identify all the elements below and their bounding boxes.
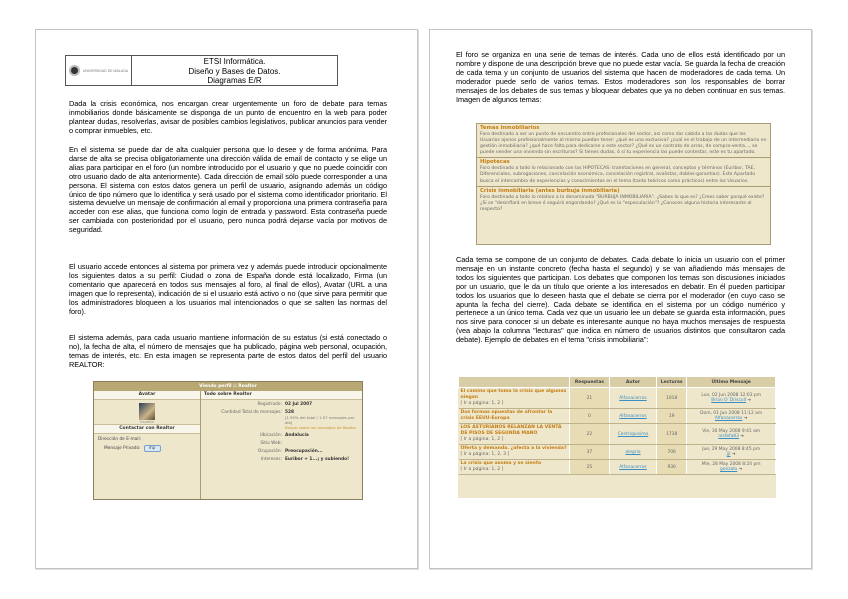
go-to-post-icon[interactable]: ➜: [746, 398, 752, 403]
profile-row: [201, 410, 362, 431]
author-cell: [609, 445, 656, 460]
document-page-2: [429, 29, 812, 569]
profile-field-label: Ocupación:: [257, 449, 282, 454]
theme-description: Foro destinado a todo lo relacionado con las HIPOTECAS: tramitaciones en general, conceptos y términos (Euribor, TAE, Diferenciales, subrogaciones, cancelación económica, cancelación registral, avalistas, dobles-garantías). Este Apartado busca el intercambio de experiencias y conocimientos en el tema (tanto teóricos como prácticos) entre los Usuarios.: [480, 166, 756, 184]
last-message-date: Mie, 28 May 2008 8:24 pm: [701, 462, 761, 467]
pm-label: Mensaje Privado:: [104, 446, 141, 451]
last-user-link[interactable]: gonzalo: [720, 467, 738, 472]
last-message-date: Lun, 02 Jun 2008 12:03 pm: [701, 393, 761, 398]
page-links[interactable]: [ Ir a página: 1, 2 ]: [460, 401, 504, 406]
debate-title-link[interactable]: Dos formas opuestas de afrontar la crisis EEUU-Europa: [460, 410, 553, 421]
header-line: ETSI Informática.: [203, 57, 266, 66]
debate-title-cell: [459, 460, 570, 475]
logo-text: UNIVERSIDAD DE MÁLAGA: [82, 68, 129, 73]
profile-field-label: Cantidad Total de mensajes:: [221, 410, 282, 415]
table-row: [459, 409, 776, 424]
avatar-header: Avatar: [94, 391, 200, 400]
last-message-cell: [687, 445, 776, 460]
column-header[interactable]: [459, 377, 570, 388]
reads-cell: 1018: [657, 388, 687, 409]
profile-field-label: Sitio Web:: [260, 441, 282, 446]
last-message-date: Vie, 30 May 2008 9:41 am: [702, 429, 761, 434]
last-user-link[interactable]: nistefa83: [718, 434, 739, 439]
last-user-link[interactable]: Brian O´Driscoll: [711, 398, 747, 403]
profile-row: [201, 441, 362, 447]
author-link[interactable]: alegria: [625, 449, 641, 455]
column-header[interactable]: Último Mensaje: [687, 377, 776, 388]
go-to-post-icon[interactable]: ➜: [737, 467, 743, 472]
profile-row: [201, 402, 362, 408]
paragraph: El foro se organiza en una serie de temas de interés. Cada uno de ellos está identificado por un nombre y dispone de una descripción breve que no puede estar vacía. Se guarda la fecha de creación de cada tema y un conjunto de usuarios del sistema que hacen de moderadores de cada tema. Un moderador puede serlo de varios temas. Estos moderadores son los responsables de borrar mensajes de los debates de sus temas y bloquear debates que ya no deben continuar en sus temas. Imagen de algunos temas:: [456, 50, 785, 104]
debate-title-link[interactable]: El camino que toma la crisis que algunos niegan: [460, 389, 567, 400]
author-link[interactable]: Alfanacerros: [619, 395, 647, 401]
document-page-1: [35, 29, 418, 569]
contact-header: Contactar con Realtor: [94, 424, 200, 434]
profile-row: [201, 433, 362, 439]
reads-cell: 930: [657, 460, 687, 475]
profile-field-label: Intereses:: [260, 457, 282, 462]
debate-title-link[interactable]: La crisis que asoma y se sienta: [460, 461, 542, 466]
theme-description: Foro destinado a ser un punto de encuentro entre profesionales del sector, así como dar cabida a las dudas que los Usuarios ajenos profesionalmente al mismo puedan tener: ¿qué es una exclusiva? ¿cual es el trabajo de un intermediario en gestión inmobiliaria? ¿qué hace falta para dedicarse a este sector? ¿Qué es un contrato de arras, de compra-venta..., se puede vender una vivienda sin escrituras? Si tienes dudas, ó si tu experiencia las puede contestar, este es tu apartado.: [480, 132, 767, 156]
column-header[interactable]: Respuestas: [569, 377, 609, 388]
last-message-user: [689, 398, 773, 403]
go-to-post-icon[interactable]: ➜: [730, 452, 736, 457]
replies-cell: 21: [569, 388, 609, 409]
university-logo: [66, 56, 132, 85]
profile-field-value: [285, 441, 362, 447]
go-to-post-icon[interactable]: ➜: [738, 434, 744, 439]
author-cell: [609, 409, 656, 424]
paragraph: El usuario accede entonces al sistema por primera vez y además puede introducir opcionalmente los siguientes datos a su perfil: Ciudad o zona de España donde está localizado, Firma (un comentario que aparecerá en todos sus mensajes al foro, al final de ellos), Avatar (URL a una imagen que lo representa), indicación de si el usuario está activo o no (que sirve para permitir que los administradores bloqueen a los usuarios mal intencionados o que se salten las normas del foro).: [69, 262, 387, 316]
reads-cell: 1738: [657, 424, 687, 445]
last-message-cell: [687, 460, 776, 475]
profile-title: Viendo perfil :: Realtor: [94, 382, 362, 391]
reads-cell: 706: [657, 445, 687, 460]
about-header: Todo sobre Realtor: [201, 391, 362, 400]
paragraph: Cada tema se compone de un conjunto de debates. Cada debate lo inicia un usuario con el primer mensaje en un instante concreto (fecha hasta el segundo) y se van añadiendo más mensajes de todos los siguientes que participan. Los debates que componen los temas son discusiones iniciados por un usuario, que le da un título que oriente a los interesados en debatir. En él pueden participar todos los usuarios que lo deseen hasta que el debate se cierra por el moderador (en cuyo caso se apunta la fecha del cierre). Cada debate se identifica en el sistema por un código numérico y pertenece a un único tema. Cada vez que un usuario lee un debate se guarda esta información, pues nos sirve para conocer si un debate es interesante aunque no haya muchos mensajes de respuesta (vea abajo la columna "lecturas" que indica en número de usuarios distintos que consultaron cada debate). Ejemplo de debates en el tema "crisis inmobiliaria":: [456, 255, 785, 345]
themes-screenshot: [476, 123, 771, 245]
debate-title-link[interactable]: LOS ASTURIANOS RELANZAN LA VENTA DE PISOS DE SEGUNDA MANO: [460, 425, 562, 436]
theme-title[interactable]: Crisis inmobiliaria (antes burbuja inmobiliaria): [480, 187, 620, 194]
table-row: [459, 445, 776, 460]
last-message-cell: [687, 388, 776, 409]
header-line: Diagramas E/R: [207, 76, 262, 85]
debate-title-cell: [459, 388, 570, 409]
debate-title-cell: [459, 445, 570, 460]
last-message-cell: [687, 424, 776, 445]
paragraph: En el sistema se puede dar de alta cualquier persona que lo desee y de forma anónima. Para darse de alta se precisa obligatoriamente una dirección válida de email de contacto y se elige un alias para participar en el foro (un nombre introducido por el usuario y que no puede coincidir con otro usuario dado de alta anteriormente). Cada dirección de email sólo puede corresponder a una persona. El sistema con estos datos genera un perfil de usuario, asignando además un código único de tipo número que lo identifica y será usado por el sistema como identificador prioritario. El sistema devuelve un mensaje de confirmación al email y proporciona una primera contraseña para acceder con ese alias, que funciona como login de entrada y password. Esta contraseña puede ser cambiada con posterioridad por el usuario, pero nunca podrá dejarse vacía por motivos de seguridad.: [69, 145, 387, 235]
profile-field-value: [285, 449, 362, 455]
header-line: Diseño y Bases de Datos.: [188, 66, 281, 76]
paragraph: El sistema además, para cada usuario mantiene información de su estatus (si está conectado o no), la fecha de alta, el número de mensajes que ha publicado, página web personal, ocupación, temas de interés, etc. En esta imagen se representa parte de estos datos del perfil del usuario REALTOR:: [69, 333, 387, 369]
avatar-caption: Experto: [140, 420, 154, 424]
theme-item[interactable]: [477, 158, 770, 186]
paragraph: Dada la crisis económica, nos encargan crear urgentemente un foro de debate para temas inmobiliarios donde básicamente se disponga de un punto de encuentro en la web para poder plantear dudas, resolverlas, avisar de posibles cambios legislativos, publicar anuncios para vender o comprar inmuebles, etc.: [69, 99, 387, 135]
avatar: [139, 403, 155, 420]
debate-title-cell: [459, 424, 570, 445]
profile-value: 528: [285, 410, 294, 415]
profile-row: [201, 457, 362, 463]
profile-field-value: [285, 433, 362, 439]
profile-field-value: [285, 457, 362, 463]
last-message-user: [689, 467, 773, 472]
go-to-post-icon[interactable]: ➜: [742, 416, 748, 421]
profile-row: [201, 449, 362, 455]
profile-value: 02 Jul 2007: [285, 402, 313, 407]
theme-item[interactable]: [477, 124, 770, 158]
last-message-cell: [687, 409, 776, 424]
search-messages-link[interactable]: Buscar todos los mensajes de Realtor: [285, 425, 357, 430]
author-cell: [609, 424, 656, 445]
theme-item[interactable]: [477, 187, 770, 214]
profile-field-value: [285, 402, 362, 408]
profile-screenshot: [93, 381, 363, 500]
last-user-link[interactable]: jjl: [726, 452, 731, 457]
document-header: [65, 55, 338, 86]
column-header[interactable]: Lecturas: [657, 377, 687, 388]
profile-field-label: Registrado:: [257, 402, 282, 407]
debate-title-cell: [459, 409, 570, 424]
replies-cell: 22: [569, 424, 609, 445]
author-cell: [609, 460, 656, 475]
last-message-date: Jue, 29 May 2008 8:45 pm: [702, 447, 761, 452]
table-row: [459, 388, 776, 409]
pm-button[interactable]: mp: [144, 445, 161, 452]
theme-title[interactable]: Temas inmobiliarios: [480, 125, 540, 131]
profile-value: Preocupación...: [285, 449, 323, 454]
table-row: [459, 424, 776, 445]
profile-value: Euribor + 1...¡ y subiendo!: [285, 457, 350, 462]
last-message-date: Dom, 01 Jun 2008 11:12 am: [700, 411, 763, 416]
reads-cell: 19: [657, 409, 687, 424]
last-message-user: [689, 434, 773, 439]
replies-cell: 0: [569, 409, 609, 424]
replies-cell: 37: [569, 445, 609, 460]
column-header[interactable]: Autor: [609, 377, 656, 388]
theme-description: Foro destinado a todo lo relativo a la denominada "BURBUJA INMOBILIARIA". ¿Sabes lo que es? ¿Crees saber porqué existe? ¿Si se "desinflará en breve ó seguirá engordando? ¿Qué es la "especulación"? ¿Conoces alguna historia interesante al respecto?: [480, 194, 765, 212]
author-link[interactable]: Alfanacerros: [619, 464, 647, 470]
header-title: [132, 56, 337, 85]
author-link[interactable]: Alfanacerros: [619, 413, 647, 419]
debates-table: [458, 376, 776, 475]
last-message-user: [689, 452, 773, 457]
profile-field-value: [285, 410, 362, 431]
author-cell: [609, 388, 656, 409]
last-message-user: [689, 416, 773, 421]
profile-value: Andalucía: [285, 433, 309, 438]
theme-title[interactable]: Hipotecas: [480, 159, 510, 166]
page-links[interactable]: [ Ir a página: 1, 2, 3 ]: [460, 452, 510, 457]
replies-cell: 25: [569, 460, 609, 475]
page-links[interactable]: [ Ir a página: 1, 2 ]: [460, 467, 504, 472]
author-link[interactable]: Centriquisimo: [617, 431, 649, 437]
last-user-link[interactable]: Alfanacerros: [714, 416, 743, 421]
debates-screenshot: [458, 376, 776, 498]
email-label: Dirección de E-mail:: [98, 437, 142, 442]
profile-subtext: [1.95% del total / 1.57 mensajes por día]: [285, 415, 355, 425]
page-links[interactable]: [ Ir a página: 1, 2 ]: [460, 437, 504, 442]
profile-field-label: Ubicación:: [259, 433, 282, 438]
table-row: [459, 460, 776, 475]
debate-title-link[interactable]: Oferta y demanda. ¿afecta a la vivienda?: [460, 446, 567, 451]
